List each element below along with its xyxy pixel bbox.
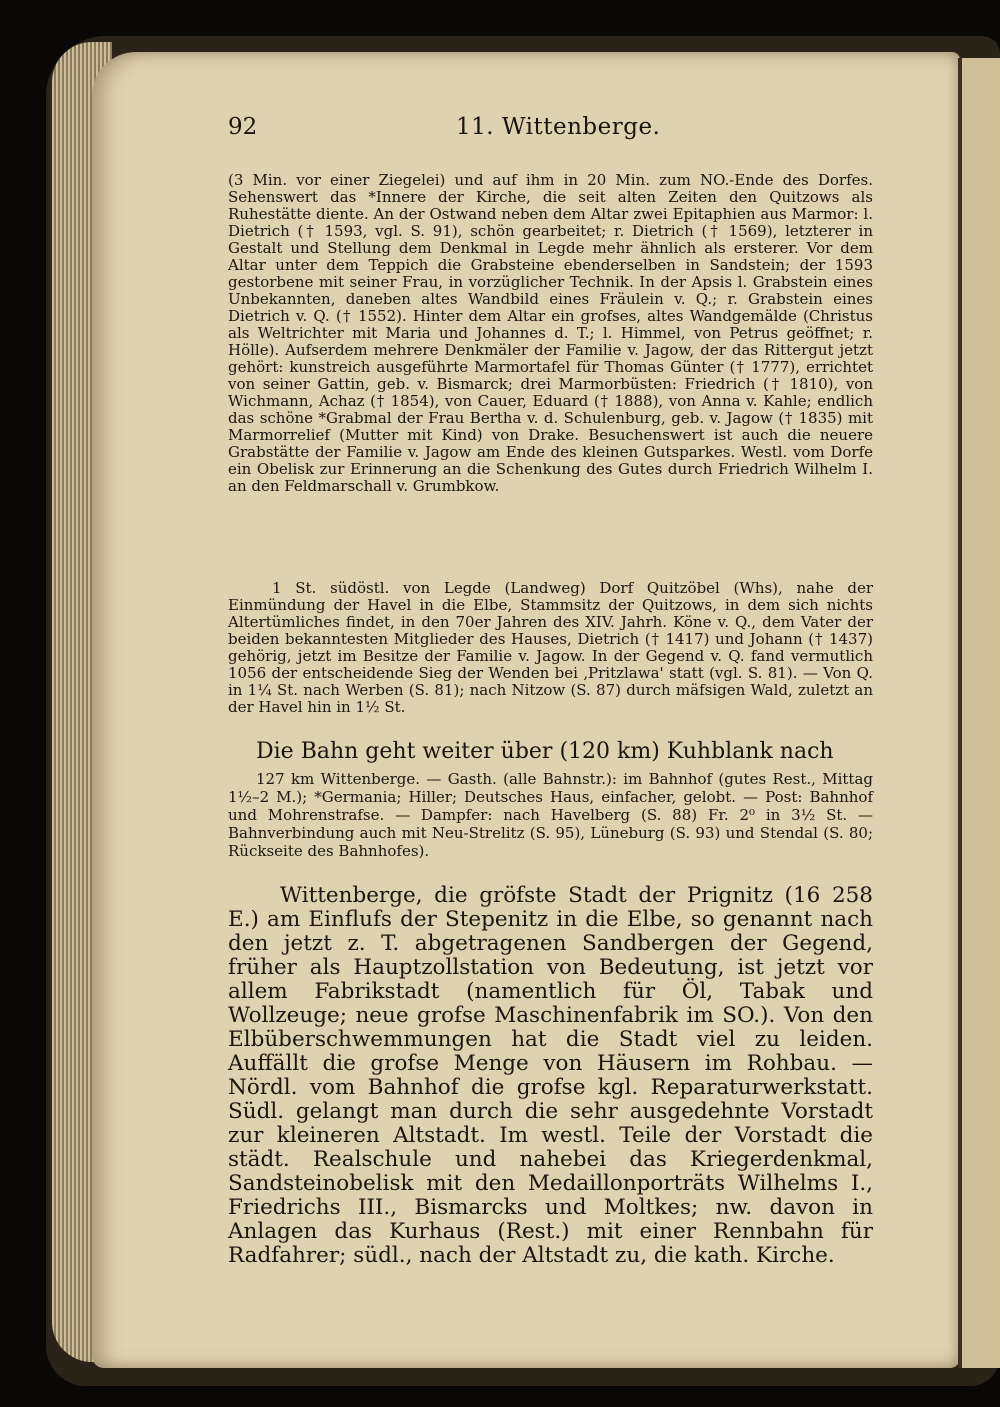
page-number: 92 — [228, 114, 258, 140]
paragraph-bahn: Die Bahn geht weiter über (120 km) Kuhblank nach — [256, 739, 834, 764]
paragraph-wittenberge-info: 127 km Wittenberge. — Gasth. (alle Bahnstr.): im Bahnhof (gutes Rest., Mittag 1½–2 M.); *Germania; Hiller; Deutsches Haus, einfacher, gelobt. — Post: Bahnhof und Mohrenstrafse. — Dampfer: nach Havelberg (S. 88) Fr. 2⁰ in 3½ St. — Bahnverbindung auch mit Neu-Strelitz (S. 95), Lüneburg (S. 93) und Stendal (S. 80; Rückseite des Bahnhofes). — [228, 770, 873, 860]
paragraph-wittenberge-description: Wittenberge, die gröfste Stadt der Prignitz (16 258 E.) am Einflufs der Stepenitz in die Elbe, so genannt nach den jetzt z. T. abgetragenen Sandbergen der Gegend, früher als Hauptzollstation von Bedeutung, ist jetzt vor allem Fabrikstadt (namentlich für Öl, Tabak und Wollzeuge; neue grofse Maschinenfabrik im SO.). Von den Elbüberschwemmungen hat die Stadt viel zu leiden. Auffällt die grofse Menge von Häusern im Rohbau. — Nördl. vom Bahnhof die grofse kgl. Reparaturwerkstatt. Südl. gelangt man durch die sehr ausgedehnte Vorstadt zur kleineren Altstadt. Im westl. Teile der Vorstadt die städt. Realschule und nahebei das Kriegerdenkmal, Sandsteinobelisk mit den Medaillonporträts Wilhelms I., Friedrichs III., Bismarcks und Moltkes; nw. davon in Anlagen das Kurhaus (Rest.) mit einer Rennbahn für Radfahrer; südl., nach der Altstadt zu, die kath. Kirche. — [228, 883, 873, 1268]
running-title: 11. Wittenberge. — [456, 114, 661, 140]
paragraph-quitzoebel: 1 St. südöstl. von Legde (Landweg) Dorf Quitzöbel (Whs), nahe der Einmündung der Havel in die Elbe, Stammsitz der Quitzows, in dem sich nichts Altertümliches findet, in den 70er Jahren des XIV. Jahrh. Köne v. Q., dem Vater der beiden bekanntesten Mitglieder des Hauses, Dietrich († 1417) und Johann († 1437) gehörig, jetzt im Besitze der Familie v. Jagow. In der Gegend v. Q. fand vermutlich 1056 der entscheidende Sieg der Wenden bei ‚Pritzlawa' statt (vgl. S. 81). — Von Q. in 1¼ St. nach Werben (S. 81); nach Nitzow (S. 87) durch mäfsigen Wald, zuletzt an der Havel hin in 1½ St. — [228, 579, 873, 716]
next-page-strip — [960, 58, 1000, 1368]
page-header — [228, 114, 873, 144]
paragraph-kirche: (3 Min. vor einer Ziegelei) und auf ihm in 20 Min. zum NO.-Ende des Dorfes. Sehenswert das *Innere der Kirche, die seit alten Zeiten den Quitzows als Ruhestätte diente. An der Ostwand neben dem Altar zwei Epitaphien aus Marmor: l. Dietrich († 1593, vgl. S. 91), schön gearbeitet; r. Dietrich († 1569), letzterer in Gestalt und Stellung dem Denkmal in Legde mehr ähnlich als ersterer. Vor dem Altar unter dem Teppich die Grabsteine ebenderselben in Sandstein; der 1593 gestorbene mit seiner Frau, in vorzüglicher Technik. In der Apsis l. Grabstein eines Unbekannten, daneben altes Wandbild eines Fräulein v. Q.; r. Grabstein eines Dietrich v. Q. († 1552). Hinter dem Altar ein grofses, altes Wandgemälde (Christus als Weltrichter mit Maria und Johannes d. T.; l. Himmel, von Petrus geöffnet; r. Hölle). Aufserdem mehrere Denkmäler der Familie v. Jagow, der das Rittergut jetzt gehört: kunstreich ausgeführte Marmortafel für Thomas Günter († 1777), errichtet von seiner Gattin, geb. v. Bismarck; drei Marmorbüsten: Friedrich († 1810), von Wichmann, Achaz († 1854), von Cauer, Eduard († 1888), von Anna v. Kahle; endlich das schöne *Grabmal der Frau Bertha v. d. Schulenburg, geb. v. Jagow († 1835) mit Marmorrelief (Mutter mit Kind) von Drake. Besuchenswert ist auch die neuere Grabstätte der Familie v. Jagow am Ende des kleinen Gutsparkes. Westl. vom Dorfe ein Obelisk zur Erinnerung an die Schenkung des Gutes durch Friedrich Wilhelm I. an den Feldmarschall v. Grumbkow. — [228, 171, 873, 495]
book-gutter — [958, 58, 962, 1368]
